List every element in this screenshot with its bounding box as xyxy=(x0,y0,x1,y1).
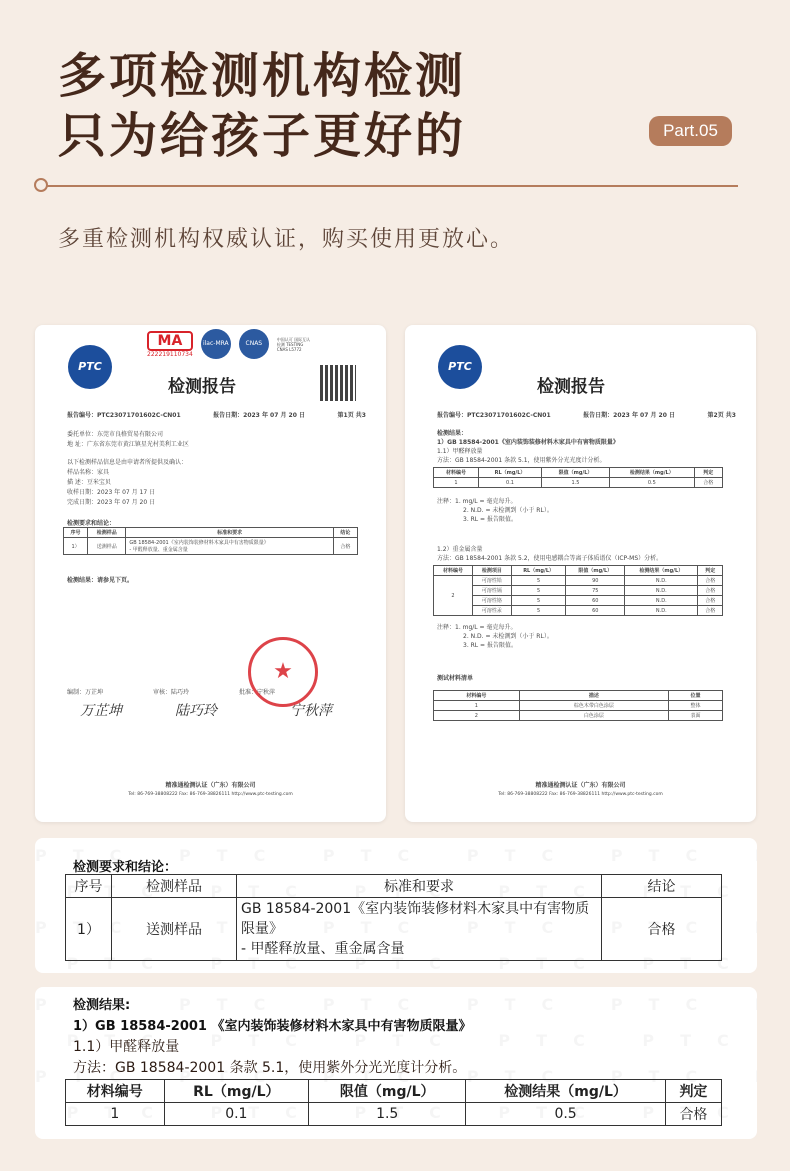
mini-cell: 1 xyxy=(434,701,520,711)
mini-header: 判定 xyxy=(694,468,722,478)
divider xyxy=(44,185,738,187)
report-number: 报告编号：PTC23071701602C-CN01 xyxy=(437,412,551,419)
results-text xyxy=(73,995,471,1058)
requirements-table xyxy=(65,874,722,961)
method: 方法：GB 18584-2001 条款 5.2，使用电感耦合等离子体质谱仪（ICP-MS）分析。 xyxy=(437,555,663,562)
report-date: 报告日期：2023 年 07 月 20 日 xyxy=(213,412,305,419)
table-cell: 0.1 xyxy=(164,1103,309,1126)
mini-cell: 1） xyxy=(64,538,88,555)
report-number: 报告编号：PTC23071701602C-CN01 xyxy=(67,412,181,419)
signers xyxy=(67,687,275,696)
ptc-logo: PTC xyxy=(438,345,482,389)
finish-date: 完成日期：2023 年 07 月 20 日 xyxy=(67,499,156,506)
info-note: 以下检测样品信息是由申请者所提供及确认： xyxy=(67,459,188,466)
mini-cell: 合格 xyxy=(698,576,723,586)
mini-header: 判定 xyxy=(698,566,723,576)
address: 地 址：广东省东莞市黄江镇星光村美利工业区 xyxy=(67,441,189,448)
table-cell: 1） xyxy=(66,898,112,961)
mini-cell: 表面 xyxy=(668,711,722,721)
mini-cell: 合格 xyxy=(694,478,722,488)
mini-cell: N.D. xyxy=(625,586,698,596)
sub-title: 1.2）重金属含量 xyxy=(437,546,483,553)
req-title: 检测要求和结论： xyxy=(67,520,116,527)
cnas-logo: CNAS xyxy=(239,329,269,359)
mini-cell: 合格 xyxy=(698,586,723,596)
mini-cell: 90 xyxy=(566,576,625,586)
mini-cell: N.D. xyxy=(625,596,698,606)
footer-company: 精准通检测认证（广东）有限公司 xyxy=(535,782,626,789)
table-header: 检测结果（mg/L） xyxy=(466,1080,666,1103)
table-cell xyxy=(237,898,602,961)
notes-1 xyxy=(437,497,553,524)
results-standard: 1）GB 18584-2001 《室内装饰装修材料木家具中有害物质限量》 xyxy=(73,1019,472,1034)
official-stamp: ★ xyxy=(248,637,318,707)
mini-cell: 2 xyxy=(434,576,473,616)
mini-cell: 可溶性汞 xyxy=(472,606,511,616)
report-title: 检测报告 xyxy=(537,377,605,397)
result-section xyxy=(437,429,619,465)
table-cell: 合格 xyxy=(602,898,722,961)
table-header: 结论 xyxy=(602,875,722,898)
mini-cell: 可溶性铅 xyxy=(472,576,511,586)
table-cell: 合格 xyxy=(665,1103,721,1126)
section-title: 检测结果： xyxy=(437,430,468,437)
mini-cell: 0.5 xyxy=(610,478,695,488)
report-meta xyxy=(67,410,366,419)
mini-header: 检测样品 xyxy=(88,528,126,538)
cnas-text: 中国认可 国际互认 检测 TESTING CNAS L5772 xyxy=(276,336,311,352)
standard-text: GB 18584-2001《室内装饰装修材料木家具中有害物质限量》 xyxy=(241,901,590,937)
materials-title: 测试材料清单 xyxy=(437,675,474,682)
part-badge: Part.05 xyxy=(649,116,732,146)
mini-header: 结论 xyxy=(333,528,357,538)
notes-2 xyxy=(437,623,553,650)
note: 2. N.D. = 未检测到（小于 RL）。 xyxy=(463,507,553,514)
mini-cell: 棕色木带白色涂层 xyxy=(519,701,668,711)
mini-header: 标准和要求 xyxy=(126,528,333,538)
sub-title: 1.1）甲醛释放量 xyxy=(437,448,483,455)
mini-header: 材料编号 xyxy=(434,566,473,576)
report-title: 检测报告 xyxy=(168,377,236,397)
signature: 宁秋萍 xyxy=(290,703,332,719)
mini-cell: 75 xyxy=(566,586,625,596)
heavy-metal-section xyxy=(437,545,662,563)
report-page: 第1页 共3 xyxy=(337,412,366,419)
signer: 编制：万芷坤 xyxy=(67,689,104,696)
footer-company: 精准通检测认证（广东）有限公司 xyxy=(165,782,256,789)
results-heading: 检测结果: xyxy=(73,998,131,1013)
mini-header: 序号 xyxy=(64,528,88,538)
footer-contact: Tel: 86-769-38808222 Fax: 86-769-38826111 http://www.ptc-testing.com xyxy=(128,792,293,797)
mini-header: 检测结果（mg/L） xyxy=(610,468,695,478)
mini-header: 描述 xyxy=(519,691,668,701)
mini-cell: 合格 xyxy=(698,596,723,606)
report-page-2 xyxy=(405,325,756,822)
mini-cell: N.D. xyxy=(625,606,698,616)
note: 注释：1. mg/L = 毫克每升。 xyxy=(437,498,517,505)
mini-cell: 60 xyxy=(566,596,625,606)
mini-cell: 5 xyxy=(511,596,566,606)
report-meta xyxy=(437,410,736,419)
table-header: 检测样品 xyxy=(112,875,237,898)
mini-cell: 5 xyxy=(511,576,566,586)
table-header: 标准和要求 xyxy=(237,875,602,898)
receive-date: 收样日期：2023 年 07 月 17 日 xyxy=(67,489,156,496)
note: 注释：1. mg/L = 毫克每升。 xyxy=(437,624,517,631)
note: 2. N.D. = 未检测到（小于 RL）。 xyxy=(463,633,553,640)
signature: 陆巧玲 xyxy=(175,703,217,719)
mini-cell: N.D. xyxy=(625,576,698,586)
client: 委托单位：东莞市良格贸易有限公司 xyxy=(67,431,164,438)
ma-logo: MA xyxy=(147,331,193,351)
mini-cell: 白色涂层 xyxy=(519,711,668,721)
table-cell: 送测样品 xyxy=(112,898,237,961)
table-header: 材料编号 xyxy=(66,1080,165,1103)
page-title xyxy=(58,46,466,166)
table-cell: 1 xyxy=(66,1103,165,1126)
subtitle: 多重检测机构权威认证，购买使用更放心。 xyxy=(58,227,515,252)
formaldehyde-table-mini xyxy=(433,467,723,488)
method: 方法：GB 18584-2001 条款 5.1，使用紫外分光光度计分析。 xyxy=(437,457,606,464)
mini-cell: 1.5 xyxy=(542,478,610,488)
table-header: 序号 xyxy=(66,875,112,898)
mini-cell: - 甲醛释放量、重金属含量 xyxy=(129,547,188,553)
results-sub: 1.1）甲醛释放量 xyxy=(73,1039,180,1055)
standard: 1）GB 18584-2001《室内装饰装修材料木家具中有害物质限量》 xyxy=(437,439,619,446)
mini-cell: 送测样品 xyxy=(88,538,126,555)
table-header: RL（mg/L） xyxy=(164,1080,309,1103)
mini-cell: 60 xyxy=(566,606,625,616)
mini-cell: 合格 xyxy=(698,606,723,616)
qr-code-icon xyxy=(320,365,356,401)
mini-header: RL（mg/L） xyxy=(479,468,542,478)
req-table-mini xyxy=(63,527,358,555)
table-header: 限值（mg/L） xyxy=(309,1080,466,1103)
mini-header: 检测项目 xyxy=(472,566,511,576)
mini-header: RL（mg/L） xyxy=(511,566,566,576)
mini-cell: 1 xyxy=(434,478,479,488)
requirements-heading: 检测要求和结论： xyxy=(73,860,178,875)
mini-header: 限值（mg/L） xyxy=(542,468,610,478)
title-line-1: 多项检测机构检测 xyxy=(58,48,467,104)
mini-cell: 合格 xyxy=(333,538,357,555)
mini-header: 检测结果（mg/L） xyxy=(625,566,698,576)
note: 3. RL = 报告限值。 xyxy=(463,516,517,523)
signature: 万芷坤 xyxy=(80,703,122,719)
sample-desc: 描 述：豆米宝贝 xyxy=(67,479,111,486)
note: 3. RL = 报告限值。 xyxy=(463,642,517,649)
mini-cell: 2 xyxy=(434,711,520,721)
result-see-next: 检测结果：请参见下页。 xyxy=(67,577,134,584)
mini-cell: 可溶性铬 xyxy=(472,596,511,606)
requirements-card xyxy=(35,838,757,973)
mini-header: 材料编号 xyxy=(434,468,479,478)
mini-header: 限值（mg/L） xyxy=(566,566,625,576)
results-method: 方法：GB 18584-2001 条款 5.1，使用紫外分光光度计分析。 xyxy=(73,1060,467,1076)
ilac-logo: ilac-MRA xyxy=(201,329,231,359)
mini-cell: 整体 xyxy=(668,701,722,711)
report-date: 报告日期：2023 年 07 月 20 日 xyxy=(583,412,675,419)
standard-item: - 甲醛释放量、重金属含量 xyxy=(241,941,405,957)
mini-cell: 0.1 xyxy=(479,478,542,488)
signer: 批准：宁秋萍 xyxy=(239,689,276,696)
cert-logos xyxy=(147,329,315,359)
ptc-logo: PTC xyxy=(68,345,112,389)
mini-cell: 5 xyxy=(511,586,566,596)
heavy-metal-table xyxy=(433,565,723,616)
divider-dot xyxy=(34,178,48,192)
table-cell: 0.5 xyxy=(466,1103,666,1126)
results-table xyxy=(65,1079,722,1126)
mini-header: 位置 xyxy=(668,691,722,701)
ma-number: 222219110734 xyxy=(147,350,193,358)
mini-header: 材料编号 xyxy=(434,691,520,701)
results-card xyxy=(35,987,757,1139)
sample-name: 样品名称：家具 xyxy=(67,469,110,476)
footer-contact: Tel: 86-769-38808222 Fax: 86-769-38826111 http://www.ptc-testing.com xyxy=(498,792,663,797)
table-header: 判定 xyxy=(665,1080,721,1103)
table-cell: 1.5 xyxy=(309,1103,466,1126)
report-page-1 xyxy=(35,325,386,822)
mini-cell: 5 xyxy=(511,606,566,616)
signer: 审核：陆巧玲 xyxy=(153,689,190,696)
report-page: 第2页 共3 xyxy=(707,412,736,419)
materials-table xyxy=(433,690,723,721)
mini-cell: GB 18584-2001《室内装饰装修材料木家具中有害物质限量》 xyxy=(129,540,269,546)
mini-cell: 可溶性镉 xyxy=(472,586,511,596)
title-line-2: 只为给孩子更好的 xyxy=(58,108,467,164)
client-info xyxy=(67,430,189,508)
